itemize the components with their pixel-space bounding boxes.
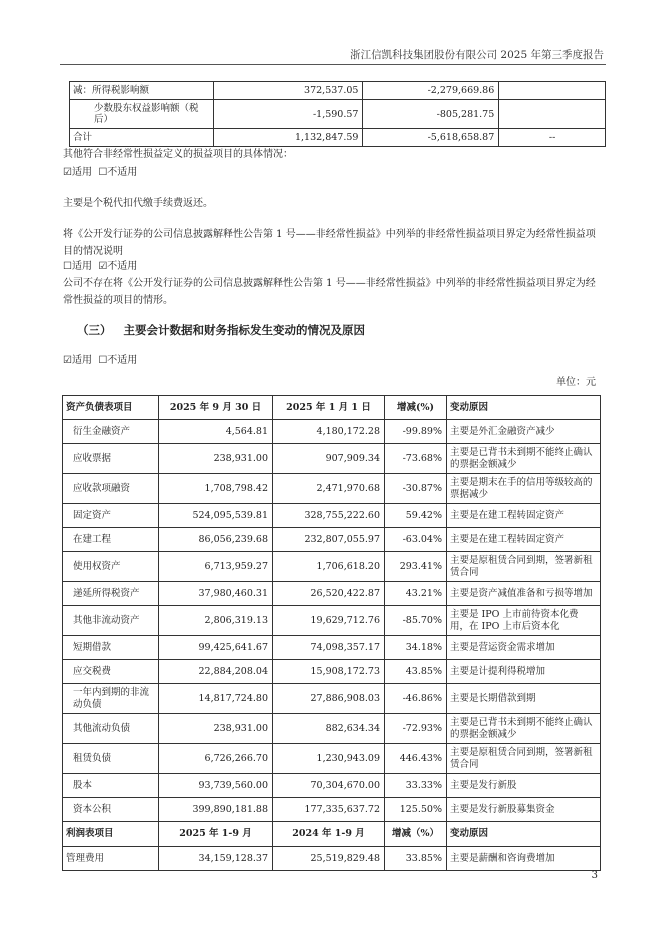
cell-value-2: 177,335,637.72	[273, 798, 385, 822]
header-date-2: 2025 年 1 月 1 日	[273, 396, 385, 420]
header-period-2: 2024 年 1-9 月	[273, 822, 385, 847]
header-item: 资产负债表项目	[63, 396, 159, 420]
cell-change: 43.21%	[385, 582, 447, 606]
section-number: （三）	[77, 323, 112, 337]
cell-change: -46.86%	[385, 684, 447, 714]
cell-value-2: 1,230,943.09	[273, 744, 385, 774]
cell-reason: 主要是外汇金融资产减少	[447, 420, 601, 444]
cell-value-2: 27,886,908.03	[273, 684, 385, 714]
cell-amount-ytd: -5,618,658.87	[363, 129, 499, 147]
table-row	[63, 714, 601, 744]
cell-value-1: 1,708,798.42	[159, 474, 273, 504]
report-header-title: 浙江信凯科技集团股份有限公司 2025 年第三季度报告	[350, 49, 604, 61]
cell-reason: 主要是原租赁合同到期，签署新租赁合同	[447, 744, 601, 774]
cell-reason: 主要是薪酬和咨询费增加	[447, 847, 601, 871]
header-date-1: 2025 年 9 月 30 日	[159, 396, 273, 420]
checkbox-row-3	[63, 352, 600, 369]
table-row	[63, 606, 601, 636]
cell-value-2: 19,629,712.76	[273, 606, 385, 636]
table-row	[63, 660, 601, 684]
row-label: 合计	[70, 129, 214, 147]
cell-reason: 主要是在建工程转固定资产	[447, 528, 601, 552]
cell-change: 59.42%	[385, 504, 447, 528]
cell-item: 管理费用	[63, 847, 159, 871]
paragraph-other-items: 其他符合非经常性损益定义的损益项目的具体情况：	[63, 149, 293, 160]
cell-value-1: 238,931.00	[159, 714, 273, 744]
header-change: 增减(%)	[385, 396, 447, 420]
cell-reason: 主要是发行新股	[447, 774, 601, 798]
cell-change: 43.85%	[385, 660, 447, 684]
cell-value-1: 238,931.00	[159, 444, 273, 474]
cell-item: 递延所得税资产	[63, 582, 159, 606]
cell-change: -73.68%	[385, 444, 447, 474]
cell-reason: 主要是期末在手的信用等级较高的票据减少	[447, 474, 601, 504]
cell-value-1: 14,817,724.80	[159, 684, 273, 714]
cell-change: -72.93%	[385, 714, 447, 744]
cell-item: 一年内到期的非流动负债	[63, 684, 159, 714]
header-reason: 变动原因	[447, 396, 601, 420]
cell-amount-ytd: -805,281.75	[363, 100, 499, 129]
table-row	[70, 100, 606, 129]
cell-value-1: 22,884,208.04	[159, 660, 273, 684]
header-change: 增减（%）	[385, 822, 447, 847]
table-row	[70, 82, 606, 100]
header-period-1: 2025 年 1-9 月	[159, 822, 273, 847]
table-row	[63, 798, 601, 822]
cell-change: 125.50%	[385, 798, 447, 822]
cell-item: 租赁负债	[63, 744, 159, 774]
cell-value-1: 524,095,539.81	[159, 504, 273, 528]
table-header-row	[63, 396, 601, 420]
cell-value-2: 15,908,172.73	[273, 660, 385, 684]
page-number: 3	[591, 870, 598, 881]
cell-change: -30.87%	[385, 474, 447, 504]
cell-reason: 主要是在建工程转固定资产	[447, 504, 601, 528]
paragraph-definition-note: 将《公开发行证券的公司信息披露解释性公告第 1 号——非经常性损益》中列举的非经常性损益项目界定为经常性损益项目的情况说明	[63, 229, 596, 257]
cell-reason: 主要是长期借款到期	[447, 684, 601, 714]
header-reason: 变动原因	[447, 822, 601, 847]
checkbox-not-applicable: ☐不适用	[98, 355, 138, 366]
cell-amount-current: 372,537.05	[213, 82, 363, 100]
cell-item: 其他非流动资产	[63, 606, 159, 636]
table-row	[63, 528, 601, 552]
cell-item: 使用权资产	[63, 552, 159, 582]
financial-changes-table	[62, 395, 601, 871]
cell-reason: 主要是已背书未到期不能终止确认的票据金额减少	[447, 444, 601, 474]
cell-value-1: 2,806,319.13	[159, 606, 273, 636]
cell-value-1: 34,159,128.37	[159, 847, 273, 871]
cell-item: 短期借款	[63, 636, 159, 660]
cell-value-1: 99,425,641.67	[159, 636, 273, 660]
cell-item: 资本公积	[63, 798, 159, 822]
row-label: 减：所得税影响额	[70, 82, 214, 100]
income-header-row	[63, 822, 601, 847]
cell-item: 在建工程	[63, 528, 159, 552]
cell-value-2: 2,471,970.68	[273, 474, 385, 504]
table-row	[63, 684, 601, 714]
section-heading	[77, 322, 365, 338]
table-row	[63, 582, 601, 606]
cell-note	[499, 100, 606, 129]
cell-item: 应交税费	[63, 660, 159, 684]
cell-item: 衍生金融资产	[63, 420, 159, 444]
cell-value-2: 328,755,222.60	[273, 504, 385, 528]
cell-amount-current: 1,132,847.59	[213, 129, 363, 147]
cell-amount-ytd: -2,279,669.86	[363, 82, 499, 100]
checkbox-applicable: ☐适用	[63, 261, 92, 272]
cell-amount-current: -1,590.57	[213, 100, 363, 129]
cell-item: 其他流动负债	[63, 714, 159, 744]
cell-item: 固定资产	[63, 504, 159, 528]
section-title: 主要会计数据和财务指标发生变动的情况及原因	[123, 323, 366, 337]
table-row	[63, 744, 601, 774]
cell-reason: 主要是计提利得税增加	[447, 660, 601, 684]
cell-change: -63.04%	[385, 528, 447, 552]
cell-reason: 主要是已背书未到期不能终止确认的票据金额减少	[447, 714, 601, 744]
cell-value-2: 4,180,172.28	[273, 420, 385, 444]
cell-value-2: 232,807,055.97	[273, 528, 385, 552]
checkbox-row-2	[63, 258, 600, 275]
cell-value-1: 4,564.81	[159, 420, 273, 444]
cell-value-1: 37,980,460.31	[159, 582, 273, 606]
cell-note	[499, 82, 606, 100]
cell-value-1: 86,056,239.68	[159, 528, 273, 552]
cell-value-2: 74,098,357.17	[273, 636, 385, 660]
checkbox-applicable-checked: ☑适用	[63, 167, 92, 178]
cell-value-1: 93,739,560.00	[159, 774, 273, 798]
nonrecurring-gains-table	[69, 81, 606, 147]
cell-reason: 主要是 IPO 上市前待资本化费用，在 IPO 上市后资本化	[447, 606, 601, 636]
cell-change: -99.89%	[385, 420, 447, 444]
cell-value-2: 25,519,829.48	[273, 847, 385, 871]
cell-value-1: 399,890,181.88	[159, 798, 273, 822]
cell-reason: 主要是原租赁合同到期，签署新租赁合同	[447, 552, 601, 582]
cell-reason: 主要是资产减值准备和亏损等增加	[447, 582, 601, 606]
table-row	[63, 420, 601, 444]
table-row	[63, 504, 601, 528]
cell-value-2: 26,520,422.87	[273, 582, 385, 606]
cell-change: 446.43%	[385, 744, 447, 774]
cell-value-1: 6,726,266.70	[159, 744, 273, 774]
cell-change: 33.85%	[385, 847, 447, 871]
cell-change: 33.33%	[385, 774, 447, 798]
table-row	[63, 474, 601, 504]
paragraph-no-reclassification: 公司不存在将《公开发行证券的公司信息披露解释性公告第 1 号——非经常性损益》中列举的非经常性损益项目界定为经常性损益的项目的情形。	[63, 278, 596, 306]
cell-value-2: 1,706,618.20	[273, 552, 385, 582]
cell-item: 应收票据	[63, 444, 159, 474]
cell-value-1: 6,713,959.27	[159, 552, 273, 582]
checkbox-applicable-checked: ☑适用	[63, 355, 92, 366]
cell-value-2: 882,634.34	[273, 714, 385, 744]
checkbox-row-1	[63, 164, 600, 181]
cell-change: 293.41%	[385, 552, 447, 582]
header-divider	[60, 64, 606, 65]
paragraph-explanation: 主要是个税代扣代缴手续费返还。	[63, 198, 213, 209]
cell-value-2: 70,304,670.00	[273, 774, 385, 798]
cell-note: --	[499, 129, 606, 147]
cell-item: 股本	[63, 774, 159, 798]
table-row	[63, 774, 601, 798]
cell-change: 34.18%	[385, 636, 447, 660]
unit-label: 单位：元	[556, 377, 596, 388]
cell-value-2: 907,909.34	[273, 444, 385, 474]
cell-reason: 主要是营运资金需求增加	[447, 636, 601, 660]
cell-item: 应收款项融资	[63, 474, 159, 504]
checkbox-not-applicable-checked: ☑不适用	[98, 261, 138, 272]
cell-change: -85.70%	[385, 606, 447, 636]
table-row	[63, 636, 601, 660]
header-item: 利润表项目	[63, 822, 159, 847]
row-label: 少数股东权益影响额（税后）	[70, 100, 214, 129]
checkbox-not-applicable: ☐不适用	[98, 167, 138, 178]
table-row	[63, 847, 601, 871]
table-row	[63, 444, 601, 474]
cell-reason: 主要是发行新股募集资金	[447, 798, 601, 822]
table-row	[70, 129, 606, 147]
table-row	[63, 552, 601, 582]
